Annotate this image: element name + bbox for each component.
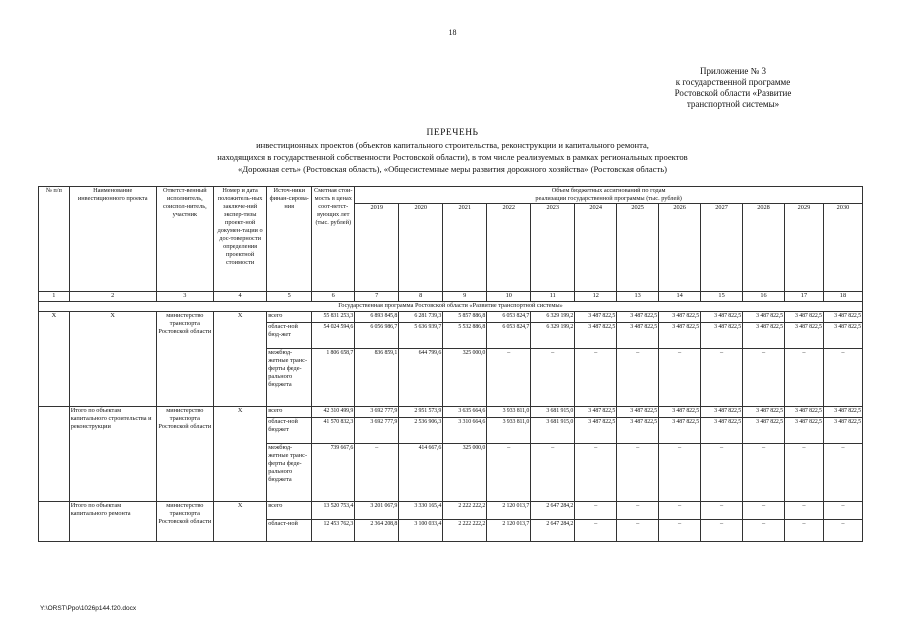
budget-value: 3 487 822,5 <box>575 418 617 444</box>
budget-value: 3 933 811,0 <box>487 418 531 444</box>
budget-value: – <box>701 444 743 502</box>
budget-value: 3 487 822,5 <box>823 323 862 349</box>
budget-value: 6 329 199,2 <box>531 323 575 349</box>
header-year: 2019 <box>355 204 399 292</box>
budget-value: 3 487 822,5 <box>785 418 824 444</box>
appendix-line: к государственной программе <box>675 77 791 87</box>
budget-value: 3 487 822,5 <box>617 418 659 444</box>
header-year: 2023 <box>531 204 575 292</box>
header-year: 2026 <box>659 204 701 292</box>
budget-value: 6 893 845,8 <box>355 312 399 323</box>
funding-source: всего <box>267 502 312 520</box>
column-number: 14 <box>659 292 701 302</box>
budget-value: 3 487 822,5 <box>785 323 824 349</box>
header-year: 2024 <box>575 204 617 292</box>
file-path-footer: Y:\ORST\Ppo\1026p144.f20.docx <box>40 605 137 612</box>
budget-value: – <box>575 520 617 542</box>
budget-value: 3 681 915,0 <box>531 407 575 418</box>
budget-value: 2 222 222,2 <box>443 502 487 520</box>
header-project-name: Наименование инвестиционного проекта <box>69 187 156 292</box>
budget-value: 3 487 822,5 <box>575 407 617 418</box>
header-year: 2029 <box>785 204 824 292</box>
appendix-line: Ростовской области «Развитие <box>674 88 792 98</box>
budget-value: 325 000,0 <box>443 349 487 407</box>
budget-value: 5 857 886,8 <box>443 312 487 323</box>
budget-value: 6 329 199,2 <box>531 312 575 323</box>
budget-value: – <box>701 349 743 407</box>
column-number: 17 <box>785 292 824 302</box>
budget-value: – <box>659 502 701 520</box>
budget-value: 3 487 822,5 <box>659 323 701 349</box>
project-name: Х <box>69 312 156 407</box>
budget-value: 836 859,1 <box>355 349 399 407</box>
estimated-cost: 41 570 832,3 <box>312 418 355 444</box>
budget-value: 3 487 822,5 <box>823 407 862 418</box>
column-number: 15 <box>701 292 743 302</box>
header-responsible: Ответст-венный исполнитель, соиспол-нитель, участник <box>156 187 213 292</box>
header-year: 2020 <box>399 204 443 292</box>
project-name: Итого по объектам капитального строительства и реконструкции <box>69 407 156 502</box>
budget-value: – <box>531 349 575 407</box>
budget-value: – <box>823 444 862 502</box>
budget-value: – <box>659 444 701 502</box>
budget-value: – <box>355 444 399 502</box>
budget-value: 3 487 822,5 <box>701 323 743 349</box>
budget-value: 644 799,6 <box>399 349 443 407</box>
header-year: 2030 <box>823 204 862 292</box>
heading-line: «Дорожная сеть» (Ростовская область), «Общесистемные меры развития дорожного хозяйства» (Ростовская область) <box>237 164 667 174</box>
budget-value: 325 000,0 <box>443 444 487 502</box>
budget-value: 3 692 777,9 <box>355 418 399 444</box>
estimated-cost: 12 453 762,3 <box>312 520 355 542</box>
column-number: 1 <box>39 292 70 302</box>
header-num: № п/п <box>39 187 70 292</box>
budget-value: – <box>575 502 617 520</box>
header-year: 2028 <box>743 204 785 292</box>
column-number: 3 <box>156 292 213 302</box>
budget-value: – <box>785 349 824 407</box>
budget-value: 3 487 822,5 <box>701 407 743 418</box>
budget-value: 3 635 664,6 <box>443 407 487 418</box>
estimated-cost: 42 310 499,9 <box>312 407 355 418</box>
budget-value: 3 487 822,5 <box>743 312 785 323</box>
budget-value: – <box>743 349 785 407</box>
estimated-cost: 739 667,6 <box>312 444 355 502</box>
column-number: 11 <box>531 292 575 302</box>
column-number: 7 <box>355 292 399 302</box>
column-number: 8 <box>399 292 443 302</box>
responsible-executor: министерство транспорта Ростовской области <box>156 407 213 502</box>
budget-value: 6 053 824,7 <box>487 323 531 349</box>
budget-value: 2 536 906,3 <box>399 418 443 444</box>
budget-value: 6 056 986,7 <box>355 323 399 349</box>
budget-value: – <box>617 349 659 407</box>
budget-value: – <box>659 349 701 407</box>
document-heading <box>0 127 905 175</box>
header-estimated-cost: Сметная стои-мость в ценах соот-ветст-вующих лет (тыс. рублей) <box>312 187 355 292</box>
budget-value: 6 281 739,3 <box>399 312 443 323</box>
column-number: 4 <box>214 292 267 302</box>
estimated-cost: 13 520 753,4 <box>312 502 355 520</box>
budget-value: 2 364 208,8 <box>355 520 399 542</box>
budget-value: – <box>785 520 824 542</box>
header-budget <box>355 187 863 204</box>
appendix-block <box>623 66 843 110</box>
budget-value: – <box>701 502 743 520</box>
budget-value: – <box>743 520 785 542</box>
budget-value: 2 647 284,2 <box>531 520 575 542</box>
table-row <box>39 502 863 520</box>
document-title: ПЕРЕЧЕНЬ <box>426 128 479 138</box>
investment-projects-table <box>38 186 863 542</box>
budget-value: 3 487 822,5 <box>743 323 785 349</box>
budget-value: 3 100 033,4 <box>399 520 443 542</box>
header-funding-source: Источ-ники финан-сирова-ния <box>267 187 312 292</box>
row-number <box>39 407 70 502</box>
funding-source: всего <box>267 407 312 418</box>
program-row: Государственная программа Ростовской области «Развитие транспортной системы» <box>39 302 863 312</box>
budget-value: 3 487 822,5 <box>575 312 617 323</box>
budget-value: – <box>743 502 785 520</box>
budget-value: 3 487 822,5 <box>617 323 659 349</box>
budget-value: – <box>659 520 701 542</box>
row-number: Х <box>39 312 70 407</box>
header-expertise: Номер и дата положитель-ных заключе-ний экспер-тизы проект-ной докумен-тации о дос-товерности определения проектной стоимости <box>214 187 267 292</box>
header-year: 2021 <box>443 204 487 292</box>
column-number: 2 <box>69 292 156 302</box>
budget-value: 3 487 822,5 <box>617 407 659 418</box>
budget-value: 3 201 067,9 <box>355 502 399 520</box>
budget-value: 3 487 822,5 <box>575 323 617 349</box>
heading-line: находящихся в государственной собственности Ростовской области), в том числе реализуемых в рамках региональных проектов <box>217 152 688 162</box>
table-row <box>39 407 863 418</box>
budget-value: – <box>823 349 862 407</box>
budget-value: 3 310 664,6 <box>443 418 487 444</box>
budget-value: – <box>743 444 785 502</box>
budget-value: 3 487 822,5 <box>743 407 785 418</box>
expertise-info: Х <box>214 502 267 542</box>
budget-value: 3 330 165,4 <box>399 502 443 520</box>
funding-source: всего <box>267 312 312 323</box>
heading-line: инвестиционных проектов (объектов капитального строительства, реконструкции и капитального ремонта, <box>256 140 649 150</box>
column-number: 16 <box>743 292 785 302</box>
expertise-info: Х <box>214 407 267 502</box>
budget-value: 5 532 886,8 <box>443 323 487 349</box>
budget-value: 2 120 013,7 <box>487 502 531 520</box>
responsible-executor: министерство транспорта Ростовской области <box>156 312 213 407</box>
budget-value: – <box>785 444 824 502</box>
budget-value: 3 487 822,5 <box>701 312 743 323</box>
header-year: 2022 <box>487 204 531 292</box>
page-number: 18 <box>448 28 457 37</box>
budget-value: – <box>575 349 617 407</box>
budget-value: 414 667,6 <box>399 444 443 502</box>
estimated-cost: 1 806 658,7 <box>312 349 355 407</box>
expertise-info: Х <box>214 312 267 407</box>
funding-source: област-ной <box>267 520 312 542</box>
budget-value: 2 647 284,2 <box>531 502 575 520</box>
budget-value: – <box>487 444 531 502</box>
budget-value: 2 222 222,2 <box>443 520 487 542</box>
budget-value: 3 487 822,5 <box>743 418 785 444</box>
estimated-cost: 55 831 253,3 <box>312 312 355 323</box>
budget-value: – <box>617 502 659 520</box>
budget-value: 3 487 822,5 <box>785 407 824 418</box>
funding-source: межбюд-жетные транс-ферты феде-рального бюджета <box>267 444 312 502</box>
column-number: 10 <box>487 292 531 302</box>
budget-value: – <box>487 349 531 407</box>
appendix-line: Приложение № 3 <box>700 66 766 76</box>
budget-value: – <box>823 520 862 542</box>
header-year: 2027 <box>701 204 743 292</box>
budget-value: 2 951 573,9 <box>399 407 443 418</box>
appendix-line: транспортной системы» <box>686 99 780 109</box>
budget-value: – <box>531 444 575 502</box>
budget-value: – <box>823 502 862 520</box>
table-row <box>39 312 863 323</box>
budget-value: – <box>617 444 659 502</box>
funding-source: межбюд-жетные транс-ферты феде-рального бюджета <box>267 349 312 407</box>
budget-value: – <box>701 520 743 542</box>
responsible-executor: министерство транспорта Ростовской области <box>156 502 213 542</box>
budget-value: 5 636 939,7 <box>399 323 443 349</box>
budget-value: 3 487 822,5 <box>659 407 701 418</box>
funding-source: област-ной бюд-жет <box>267 323 312 349</box>
budget-value: 3 487 822,5 <box>659 418 701 444</box>
header-year: 2025 <box>617 204 659 292</box>
budget-value: 6 053 824,7 <box>487 312 531 323</box>
column-number: 5 <box>267 292 312 302</box>
budget-value: 3 487 822,5 <box>701 418 743 444</box>
budget-value: – <box>575 444 617 502</box>
budget-value: – <box>617 520 659 542</box>
column-number: 12 <box>575 292 617 302</box>
funding-source: област-ной бюджет <box>267 418 312 444</box>
header-budget-line: Объем бюджетных ассигнований по годам <box>551 187 666 194</box>
column-number: 9 <box>443 292 487 302</box>
column-number: 13 <box>617 292 659 302</box>
project-name: Итого по объектам капитального ремонта <box>69 502 156 542</box>
budget-value: 3 933 811,0 <box>487 407 531 418</box>
header-budget-line: реализации государственной программы (тыс. рублей) <box>535 195 682 202</box>
budget-value: 3 681 915,0 <box>531 418 575 444</box>
column-number: 6 <box>312 292 355 302</box>
column-number: 18 <box>823 292 862 302</box>
budget-value: 3 487 822,5 <box>823 312 862 323</box>
budget-value: 3 487 822,5 <box>659 312 701 323</box>
estimated-cost: 54 024 594,6 <box>312 323 355 349</box>
budget-value: 3 487 822,5 <box>785 312 824 323</box>
budget-value: 2 120 013,7 <box>487 520 531 542</box>
row-number <box>39 502 70 542</box>
budget-value: 3 487 822,5 <box>823 418 862 444</box>
budget-value: – <box>785 502 824 520</box>
budget-value: 3 487 822,5 <box>617 312 659 323</box>
budget-value: 3 692 777,9 <box>355 407 399 418</box>
